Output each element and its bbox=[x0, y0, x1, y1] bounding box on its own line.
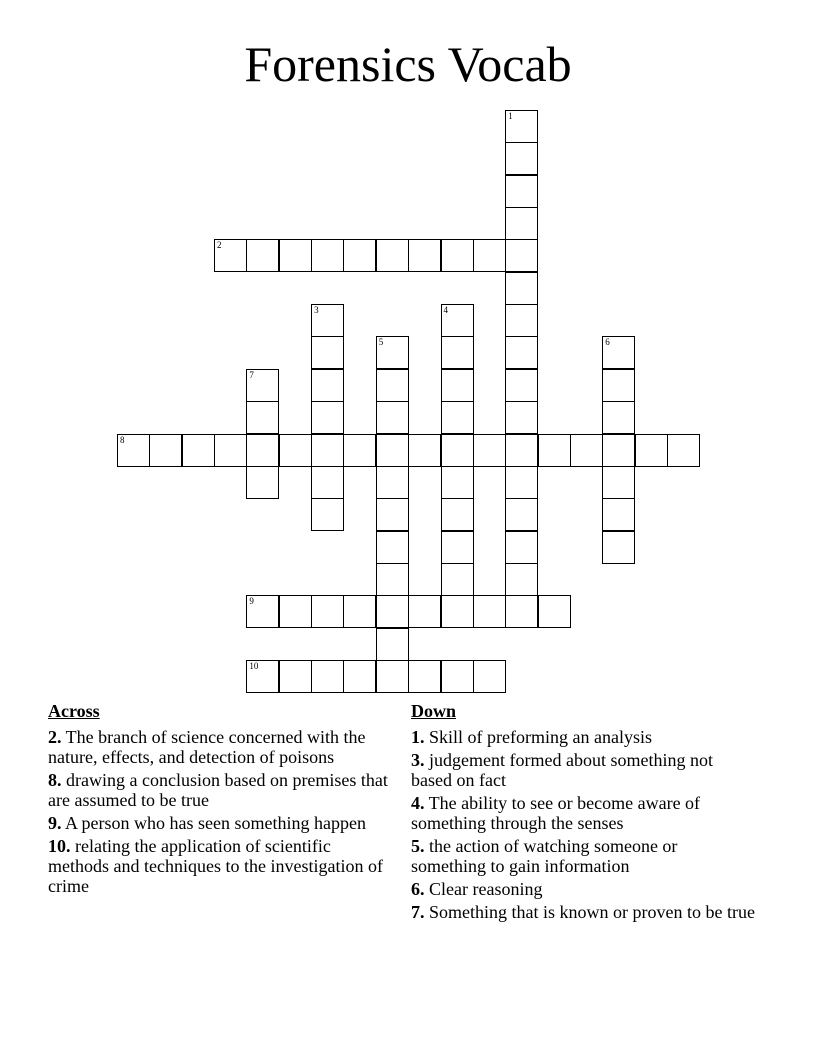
crossword-cell[interactable] bbox=[376, 466, 409, 499]
crossword-cell[interactable] bbox=[376, 660, 409, 693]
clue-text: judgement formed about something not based on fact bbox=[411, 750, 713, 790]
crossword-cell[interactable] bbox=[505, 142, 538, 175]
cell-number: 8 bbox=[120, 434, 125, 445]
crossword-cell[interactable] bbox=[441, 498, 474, 531]
clue-number: 7. bbox=[411, 902, 425, 922]
crossword-cell[interactable] bbox=[311, 660, 344, 693]
crossword-cell[interactable] bbox=[246, 466, 279, 499]
down-clue bbox=[411, 793, 756, 833]
crossword-cell[interactable] bbox=[311, 498, 344, 531]
crossword-cell[interactable] bbox=[505, 466, 538, 499]
crossword-cell[interactable] bbox=[505, 595, 538, 628]
crossword-cell[interactable] bbox=[343, 239, 376, 272]
crossword-cell[interactable] bbox=[376, 369, 409, 402]
crossword-cell[interactable] bbox=[311, 401, 344, 434]
down-clue bbox=[411, 879, 756, 899]
crossword-cell[interactable] bbox=[311, 304, 344, 337]
crossword-cell[interactable] bbox=[408, 434, 441, 467]
crossword-cell[interactable] bbox=[279, 595, 312, 628]
crossword-cell[interactable] bbox=[311, 369, 344, 402]
crossword-cell[interactable] bbox=[182, 434, 215, 467]
crossword-cell[interactable] bbox=[311, 336, 344, 369]
crossword-cell[interactable] bbox=[441, 531, 474, 564]
across-clues bbox=[48, 701, 393, 899]
cell-number: 1 bbox=[508, 111, 513, 121]
crossword-cell[interactable] bbox=[441, 595, 474, 628]
cell-number: 9 bbox=[249, 596, 254, 607]
cell-number: 6 bbox=[605, 337, 610, 348]
crossword-cell[interactable] bbox=[214, 434, 247, 467]
clue-number: 5. bbox=[411, 836, 425, 856]
clue-number: 4. bbox=[411, 793, 425, 813]
crossword-cell[interactable] bbox=[441, 466, 474, 499]
down-clue bbox=[411, 727, 756, 747]
crossword-cell[interactable] bbox=[667, 434, 700, 467]
across-heading: Across bbox=[48, 701, 100, 721]
crossword-cell[interactable] bbox=[343, 660, 376, 693]
clue-text: A person who has seen something happen bbox=[61, 813, 366, 833]
crossword-cell[interactable] bbox=[279, 660, 312, 693]
crossword-cell[interactable] bbox=[376, 498, 409, 531]
crossword-cell[interactable] bbox=[246, 239, 279, 272]
crossword-cell[interactable] bbox=[441, 239, 474, 272]
clue-number: 8. bbox=[48, 770, 62, 790]
crossword-cell[interactable] bbox=[505, 369, 538, 402]
crossword-cell[interactable] bbox=[441, 336, 474, 369]
crossword-cell[interactable] bbox=[505, 563, 538, 596]
crossword-cell[interactable] bbox=[408, 239, 441, 272]
crossword-cell[interactable] bbox=[570, 434, 603, 467]
crossword-cell[interactable] bbox=[246, 595, 279, 628]
crossword-cell[interactable] bbox=[149, 434, 182, 467]
crossword-cell[interactable] bbox=[473, 595, 506, 628]
across-clue bbox=[48, 727, 393, 767]
clue-text: the action of watching someone or something to gain information bbox=[411, 836, 678, 876]
crossword-cell[interactable] bbox=[214, 239, 247, 272]
crossword-cell[interactable] bbox=[441, 660, 474, 693]
crossword-cell[interactable] bbox=[376, 628, 409, 661]
crossword-cell[interactable] bbox=[505, 272, 538, 305]
crossword-cell[interactable] bbox=[408, 595, 441, 628]
crossword-cell[interactable] bbox=[538, 595, 571, 628]
crossword-cell[interactable] bbox=[376, 531, 409, 564]
cell-number: 3 bbox=[314, 305, 319, 316]
crossword-cell[interactable] bbox=[343, 595, 376, 628]
crossword-cell[interactable] bbox=[441, 563, 474, 596]
down-clue bbox=[411, 750, 756, 790]
down-clue bbox=[411, 902, 756, 922]
crossword-cell[interactable] bbox=[505, 207, 538, 240]
crossword-cell[interactable] bbox=[311, 239, 344, 272]
crossword-cell[interactable] bbox=[505, 110, 538, 143]
clue-text: drawing a conclusion based on premises that are assumed to be true bbox=[48, 770, 388, 810]
crossword-cell[interactable] bbox=[602, 369, 635, 402]
down-clues bbox=[411, 701, 756, 925]
crossword-cell[interactable] bbox=[473, 660, 506, 693]
crossword-cell[interactable] bbox=[311, 434, 344, 467]
crossword-cell[interactable] bbox=[505, 175, 538, 208]
crossword-cell[interactable] bbox=[246, 369, 279, 402]
crossword-cell[interactable] bbox=[538, 434, 571, 467]
crossword-cell[interactable] bbox=[602, 434, 635, 467]
puzzle-title: Forensics Vocab bbox=[244, 36, 572, 92]
crossword-cell[interactable] bbox=[473, 434, 506, 467]
crossword-cell[interactable] bbox=[246, 401, 279, 434]
clue-text: The ability to see or become aware of something through the senses bbox=[411, 793, 701, 833]
crossword-cell[interactable] bbox=[635, 434, 668, 467]
crossword-cell[interactable] bbox=[311, 595, 344, 628]
crossword-cell[interactable] bbox=[408, 660, 441, 693]
cell-number: 5 bbox=[378, 337, 384, 348]
crossword-cell[interactable] bbox=[602, 466, 635, 499]
cell-number: 10 bbox=[249, 660, 259, 671]
crossword-cell[interactable] bbox=[441, 401, 474, 434]
clue-number: 9. bbox=[48, 813, 62, 833]
crossword-cell[interactable] bbox=[376, 563, 409, 596]
crossword-cell[interactable] bbox=[505, 498, 538, 531]
clue-text: The branch of science concerned with the nature, effects, and detection of poisons bbox=[48, 727, 366, 767]
crossword-cell[interactable] bbox=[441, 369, 474, 402]
crossword-cell[interactable] bbox=[473, 239, 506, 272]
crossword-cell[interactable] bbox=[602, 498, 635, 531]
clue-number: 3. bbox=[411, 750, 425, 770]
crossword-cell[interactable] bbox=[376, 401, 409, 434]
crossword-cell[interactable] bbox=[602, 531, 635, 564]
crossword-cell[interactable] bbox=[246, 660, 279, 693]
crossword-cell[interactable] bbox=[505, 304, 538, 337]
cell-number: 7 bbox=[249, 369, 254, 380]
crossword-cell[interactable] bbox=[505, 239, 538, 272]
down-clue bbox=[411, 836, 756, 876]
crossword-cell[interactable] bbox=[343, 434, 376, 467]
clue-number: 6. bbox=[411, 879, 425, 899]
crossword-cell[interactable] bbox=[602, 336, 635, 369]
clue-text: Clear reasoning bbox=[424, 879, 543, 899]
crossword-cell[interactable] bbox=[279, 239, 312, 272]
crossword-cell[interactable] bbox=[376, 239, 409, 272]
crossword-cell[interactable] bbox=[311, 466, 344, 499]
cell-number: 2 bbox=[217, 240, 222, 251]
across-clue bbox=[48, 770, 393, 810]
crossword-cell[interactable] bbox=[505, 434, 538, 467]
clue-number: 1. bbox=[411, 727, 425, 747]
down-heading: Down bbox=[411, 701, 457, 721]
crossword-cell[interactable] bbox=[376, 595, 409, 628]
cell-number: 4 bbox=[443, 305, 448, 316]
clue-number: 2. bbox=[48, 727, 62, 747]
crossword-cell[interactable] bbox=[117, 434, 150, 467]
crossword-cell[interactable] bbox=[505, 531, 538, 564]
crossword-cell[interactable] bbox=[441, 304, 474, 337]
across-clue bbox=[48, 813, 393, 833]
crossword-cell[interactable] bbox=[279, 434, 312, 467]
crossword-cell[interactable] bbox=[376, 434, 409, 467]
across-clue bbox=[48, 836, 393, 896]
crossword-cell[interactable] bbox=[505, 336, 538, 369]
clue-text: Something that is known or proven to be true bbox=[424, 902, 755, 922]
clue-number: 10. bbox=[48, 836, 71, 856]
crossword-cell[interactable] bbox=[505, 401, 538, 434]
clue-text: relating the application of scientific methods and techniques to the investigation of crime bbox=[48, 836, 383, 896]
crossword-cell[interactable] bbox=[376, 336, 409, 369]
clue-text: Skill of preforming an analysis bbox=[424, 727, 652, 747]
crossword-cell[interactable] bbox=[602, 401, 635, 434]
crossword-cell[interactable] bbox=[246, 434, 279, 467]
crossword-cell[interactable] bbox=[441, 434, 474, 467]
